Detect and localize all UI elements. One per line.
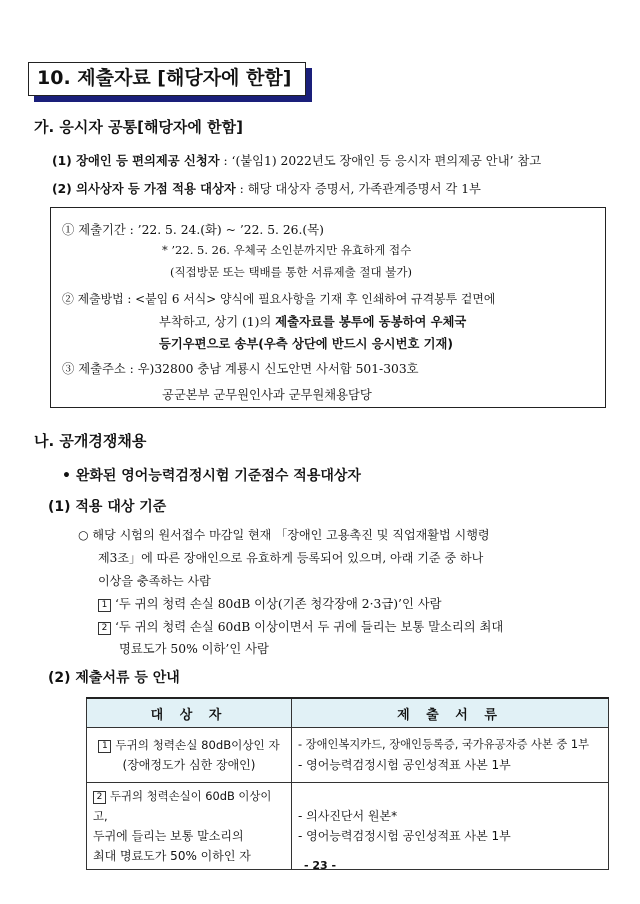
box-method-2b: 제출자료를 봉투에 동봉하여 우체국 — [275, 315, 467, 329]
row-1-target-line-1: 두귀의 청력손실 80dB이상인 자 — [115, 738, 280, 752]
na-circle-line-1: ○ 해당 시험의 원서접수 마감일 현재 「장애인 고용촉진 및 직업재활법 시행령 — [78, 528, 490, 542]
criterion-1-text: ‘두 귀의 청력 손실 80dB 이상(기존 청각장애 2·3급)’인 사람 — [115, 597, 442, 611]
row-2-target-line-1: 두귀의 청력손실이 60dB 이상이고, — [93, 789, 272, 823]
header-target: 대 상 자 — [87, 698, 292, 728]
ga-item-1-text: : ‘(붙임1) 2022년도 장애인 등 응시자 편의제공 안내’ 참고 — [219, 154, 542, 168]
ga-item-2-label: (2) 의사상자 등 가점 적용 대상자 — [52, 182, 236, 196]
box-period-note-1: * ’22. 5. 26. 우체국 소인분까지만 유효하게 접수 — [162, 243, 412, 257]
table-header-row — [87, 698, 609, 728]
heading-ga: 가. 응시자 공통[해당자에 한함] — [34, 118, 243, 136]
row-2-target-line-2: 두귀에 들리는 보통 말소리의 — [93, 829, 244, 843]
na-bullet: • 완화된 영어능력검정시험 기준점수 적용대상자 — [62, 468, 361, 484]
row-1-target — [87, 728, 292, 783]
heading-na: 나. 공개경쟁채용 — [34, 432, 147, 450]
row-1-target-line-2: (장애정도가 심한 장애인) — [122, 758, 256, 772]
box-method-2 — [159, 312, 466, 330]
box-method-2a: 부착하고, 상기 (1)의 — [159, 315, 276, 329]
documents-table — [86, 697, 609, 870]
row-2-documents — [292, 783, 609, 870]
na-sub-1: (1) 적용 대상 기준 — [48, 499, 167, 515]
na-circle-line-3: 이상을 충족하는 사람 — [98, 574, 211, 588]
criterion-1 — [98, 594, 442, 612]
table-row — [87, 783, 609, 870]
criterion-2-line-2: 명료도가 50% 이하’인 사람 — [119, 642, 269, 656]
row-2-number: 2 — [93, 791, 106, 804]
ga-item-2 — [52, 179, 481, 197]
table-row — [87, 728, 609, 783]
row-1-doc-2: - 영어능력검정시험 공인성적표 사본 1부 — [298, 758, 511, 772]
page-number: - 23 - — [303, 859, 337, 872]
na-sub-2: (2) 제출서류 등 안내 — [48, 670, 180, 686]
box-period-note-2: (직접방문 또는 택배를 통한 서류제출 절대 불가) — [170, 265, 412, 279]
box-period: ① 제출기간 : ’22. 5. 24.(화) ~ ’22. 5. 26.(목) — [62, 223, 324, 237]
row-1-documents — [292, 728, 609, 783]
criterion-2-text: ‘두 귀의 청력 손실 60dB 이상이면서 두 귀에 들리는 보통 말소리의 최대 — [115, 620, 504, 634]
ga-item-2-text: : 해당 대상자 증명서, 가족관계증명서 각 1부 — [235, 182, 481, 196]
row-1-number: 1 — [98, 740, 111, 753]
row-2-target — [87, 783, 292, 870]
criterion-1-number: 1 — [98, 599, 111, 612]
row-2-target-line-3: 최대 명료도가 50% 이하인 자 — [93, 849, 251, 863]
row-1-doc-1: - 장애인복지카드, 장애인등록증, 국가유공자증 사본 중 1부 — [298, 738, 589, 751]
row-2-doc-2: - 영어능력검정시험 공인성적표 사본 1부 — [298, 829, 511, 843]
box-address-2: 공군본부 군무원인사과 군무원채용담당 — [162, 388, 372, 402]
box-method-1: ② 제출방법 : <붙임 6 서식> 양식에 필요사항을 기재 후 인쇄하여 규격봉투 겉면에 — [62, 292, 496, 306]
na-circle-line-2: 제3조」에 따른 장애인으로 유효하게 등록되어 있으며, 아래 기준 중 하나 — [98, 551, 484, 565]
box-method-3: 등기우편으로 송부(우측 상단에 반드시 응시번호 기재) — [159, 337, 453, 351]
criterion-2-number: 2 — [98, 622, 111, 635]
row-2-doc-1: - 의사진단서 원본* — [298, 809, 398, 823]
ga-item-1-label: (1) 장애인 등 편의제공 신청자 — [52, 154, 220, 168]
ga-item-1 — [52, 151, 541, 169]
header-documents: 제 출 서 류 — [292, 698, 609, 728]
box-address-1: ③ 제출주소 : 우)32800 충남 계룡시 신도안면 사서함 501-303호 — [62, 362, 419, 376]
section-title: 10. 제출자료 [해당자에 한함] — [28, 62, 306, 96]
criterion-2 — [98, 617, 503, 635]
